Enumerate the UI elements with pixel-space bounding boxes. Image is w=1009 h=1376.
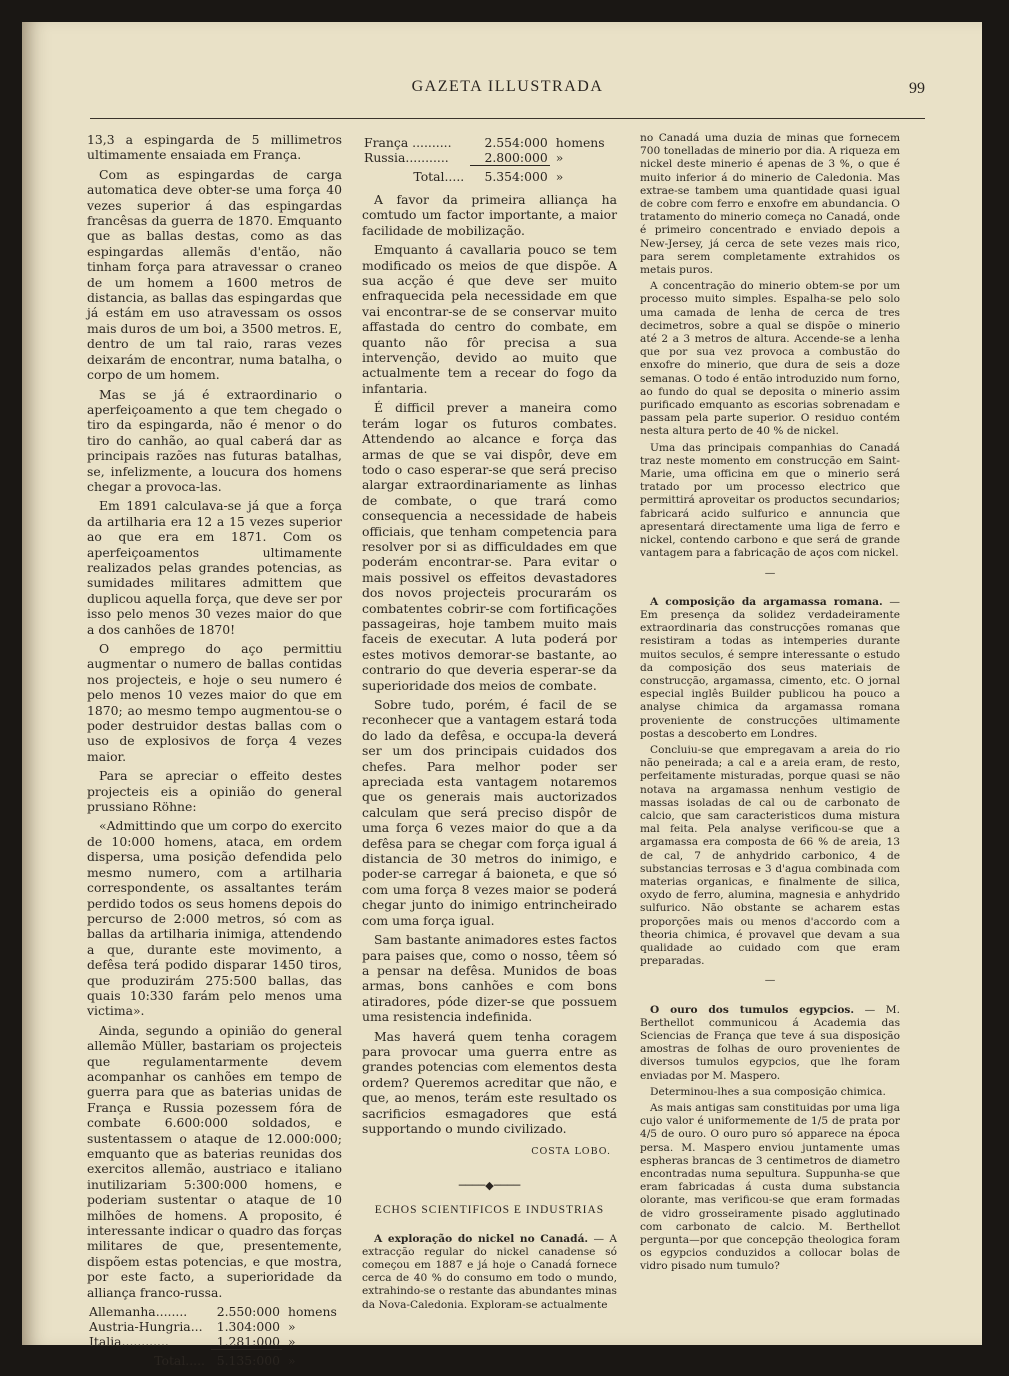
paragraph: As mais antigas sam constituidas por uma liga cujo valor é uniformemente de 1/5 de prata por 4/5 de ouro. O ouro puro só apparece na época persa. M. Maspero enviou juntamente umas espheras brancas de 3 centimetros de diametro encontradas numa sepultura. Suppunha-se que eram fabricadas á custa duma substancia olorante, mas verificou-se que eram formadas de vidro grosseiramente pisado agglutinado com carbonato de calcio. M. Berthellot pergunta—por que concepção theologica foram os egypcios conduzidos a collocar bolas de vidro pisado num tumulo?: [640, 1102, 900, 1273]
paragraph: Sobre tudo, porém, é facil de se reconhecer que a vantagem estará toda do lado da defêsa, e occupa-la deverá ser um dos principais cuidados dos chefes. Para melhor poder ser apreciada esta vantagem notaremos que os generais mais auctorizados calculam que será preciso dispôr de uma força 6 vezes maior do que a da defêsa para se chegar com força igual á distancia de 30 metros do inimigo, e poder-se carregar á baioneta, e que só com uma força 8 vezes maior se poderá chegar junto do inimigo entrincheirado com uma força igual.: [362, 697, 617, 928]
paragraph: Mas se já é extraordinario o aperfeiçoamento a que tem chegado o tiro da espingarda, não é menor o do tiro do canhão, ao qual caberá dar as principais razões nas futuras batalhas, se, infelizmente, a loucura dos homens chegar a provoca-las.: [87, 386, 342, 494]
unit-cell: »: [555, 150, 564, 166]
value-cell: 2.550:000: [216, 1304, 280, 1320]
article-nickel: [362, 1233, 617, 1312]
total-value: 5.354:000: [470, 166, 550, 185]
page-header: [90, 78, 925, 119]
paragraph: «Admittindo que um corpo do exercito de 10:000 homens, ataca, em ordem dispersa, uma posição defendida pelo mesmo numero, com a artilharia correspondente, os assaltantes terám perdido todos os seus homens depois do percurso de 2:000 metros, só com as ballas da artilharia inimiga, attendendo a que, durante este movimento, a defêsa terá podido disparar 1450 tiros, que produzirám 275:500 ballas, das quais 10:330 farám pelo menos uma victima».: [87, 818, 342, 1019]
total-value: 5.135:000: [211, 1350, 282, 1369]
article-text: — M. Berthellot communicou á Academia das Sciencias de França que teve á sua disposição amostras de folhas de ouro provenientes de diversos tumulos egypcios, que lhe foram enviadas por M. Maspero.: [640, 1003, 900, 1082]
value-cell: 2.800:000: [484, 150, 548, 165]
article-argamassa: [640, 596, 900, 741]
article-title: O ouro dos tumulos egypcios.: [650, 1003, 855, 1016]
table-row: [87, 1334, 342, 1350]
total-unit: »: [555, 168, 564, 184]
paragraph: Em 1891 calculava-se já que a força da artilharia era 12 a 15 vezes superior ao que era em 1871. Com os aperfeiçoamentos ultimamente realizados pelas grandes potencias, as sumidades militares admittem que duplicou aquella força, que deve ser por isso pelo menos 30 vezes maior do que a dos canhões de 1870!: [87, 498, 342, 637]
paragraph: Sam bastante animadores estes factos para paises que, como o nosso, têem só a pensar na defêsa. Munidos de boas armas, bons canhões e com bons atiradores, póde dizer-se que possuem uma resistencia indefinida.: [362, 932, 617, 1025]
article-title: A exploração do nickel no Canadá.: [374, 1232, 589, 1245]
country-cell: França ..........: [364, 135, 452, 150]
table-total-row: [362, 166, 617, 185]
unit-cell: »: [287, 1334, 296, 1350]
unit-cell: »: [287, 1319, 296, 1335]
paragraph: no Canadá uma duzia de minas que fornecem 700 tonelladas de minerio por dia. A riqueza em nickel deste minerio é apenas de 3 %, o que é muito inferior á do minerio de Caledonia. Mas extrae-se tambem uma quantidade quasi igual de cobre com ferro e enxofre em abundancia. O tratamento do minerio começa no Canadá, onde é primeiro concentrado e enviado depois a New-Jersey, já cerca de sete vezes mais rico, para serem completamente extrahidos os metais puros.: [640, 132, 900, 277]
value-cell: 2.554:000: [484, 135, 548, 150]
article-ouro: [640, 1004, 900, 1083]
table-total-row: [87, 1350, 342, 1369]
table-row: [87, 1304, 342, 1319]
paragraph: Concluiu-se que empregavam a areia do rio não peneirada; a cal e a areia eram, de resto, perfeitamente misturadas, porque quasi se não notava na argamassa nenhum vestigio de massas isoladas de cal ou de carbonato de calcio, que sam caracteristicos duma mistura mal feita. Pela analyse verificou-se que a argamassa era composta de 66 % de areia, 13 de cal, 7 de anhydrido carbonico, 4 de substancias terrosas e 3 d'agua combinada com materias organicas, e finalmente de silica, oxydo de ferro, alumina, magnesia e anhydrido sulfurico. Não obstante se acharem estas proporções mais ou menos d'accordo com a theoria chimica, é provavel que devam a sua qualidade ao cuidado com que eram preparadas.: [640, 743, 900, 968]
table-row: [362, 135, 617, 150]
paragraph: Determinou-lhes a sua composição chimica.: [650, 1085, 886, 1098]
publication-title: GAZETA ILLUSTRADA: [411, 78, 604, 95]
column-3: [640, 132, 900, 1277]
total-label: Total.....: [154, 1352, 205, 1368]
column-1: [87, 132, 342, 1376]
value-cell: 1.281:000: [216, 1334, 280, 1350]
article-text: — A extracção regular do nickel canadense só começou em 1887 e já hoje o Canadá fornece cerca de 40 % do consumo em todo o mundo, extrahindo-se o restante das abundantes minas da Nova-Caledonia. Exploram-se actualmente: [362, 1232, 617, 1311]
paragraph: Mas haverá quem tenha coragem para provocar uma guerra entre as grandes potencias com elementos desta ordem? Queremos acreditar que não, e que, ao menos, terám este resultado os sacrificios esmagadores que está supportando o mundo civilizado.: [362, 1028, 617, 1136]
unit-cell: homens: [287, 1304, 337, 1320]
article-title: A composição da argamassa romana.: [650, 595, 883, 608]
country-cell: Italia............: [89, 1334, 169, 1350]
value-cell: 1.304:000: [216, 1319, 280, 1335]
forces-table-franco-russian: [362, 135, 617, 184]
paragraph: A favor da primeira alliança ha comtudo um factor importante, a maior facilidade de mobilização.: [362, 192, 617, 238]
paragraph: O emprego do aço permittiu augmentar o numero de ballas contidas nos projecteis, e hoje o seu numero é pelo menos 10 vezes maior do que em 1870; ao mesmo tempo augmentou-se o poder destruidor destas ballas com o uso de explosivos de força 4 vezes maior.: [87, 641, 342, 764]
paragraph: A concentração do minerio obtem-se por um processo muito simples. Espalha-se pelo solo uma camada de lenha de cerca de tres decimetros, sobre a qual se dispõe o minerio até 2 a 3 metros de altura. Accende-se a lenha que por sua vez provoca a combustão do enxofre do minerio, que dura de seis a doze semanas. O todo é então introduzido num forno, ao fundo do qual se deposita o minerio assim purificado emquanto as escorias sobrenadam e passam pela parte superior. O residuo contém nesta altura perto de 40 % de nickel.: [640, 280, 900, 438]
separator-dash: —: [764, 566, 776, 579]
paragraph: 13,3 a espingarda de 5 millimetros ultimamente ensaiada em França.: [87, 132, 342, 163]
paragraph: É difficil prever a maneira como terám logar os futuros combates. Attendendo ao alcance e força das armas de que se vai dispôr, deve em todo o caso esperar-se que será preciso alargar extraordinariamente as linhas de combate, o que trará como consequencia a necessidade de habeis officiais, que tenham competencia para resolver por si as difficuldades em que poderám encontrar-se. Para evitar o mais possivel os effeitos devastadores dos novos projecteis procurarám os combatentes cobrir-se com fortificações passageiras, hoje tambem muito mais faceis de executar. A luta poderá por estes motivos demorar-se bastante, ao contrario do que deveria esperar-se da superioridade dos meios de combate.: [362, 400, 617, 693]
total-label: Total.....: [413, 168, 465, 184]
unit-cell: homens: [555, 135, 605, 150]
column-2: [362, 132, 617, 1316]
table-row: [362, 150, 617, 166]
paragraph: Para se apreciar o effeito destes projecteis eis a opinião do general prussiano Röhne:: [87, 768, 342, 815]
section-title: ECHOS SCIENTIFICOS E INDUSTRIAS: [374, 1204, 605, 1217]
paragraph: Emquanto á cavallaria pouco se tem modificado os meios de que dispõe. A sua acção é que deve ser muito enfraquecida pela necessidade em que vai encontrar-se de se conservar muito affastada do centro do combate, em quanto não fôr precisa a sua intervenção, devido ao muito que actualmente tem a recear do fogo da infantaria.: [362, 242, 617, 396]
table-row: [87, 1319, 342, 1334]
separator-dash: —: [764, 974, 776, 987]
newspaper-page: [22, 22, 982, 1369]
ornament-divider: ────◆────: [458, 1178, 521, 1192]
page-number: 99: [909, 80, 925, 97]
forces-table-triple-alliance: [87, 1304, 342, 1368]
paragraph: Com as espingardas de carga automatica deve obter-se uma força 40 vezes superior á das espingardas francêsas da guerra de 1870. Emquanto que as ballas destas, como as das espingardas allemãs d'então, não tinham força para atravessar o craneo de um homem a 1600 metros de distancia, as ballas das espingardas que já estám em uso atravessam os ossos mais duros de um boi, a 3500 metros. E, dentro de um tal raio, raras vezes deixarám de encontrar, numa batalha, o corpo de um homem.: [87, 166, 342, 383]
country-cell: Allemanha........: [89, 1304, 188, 1320]
article-text: — Em presença da solidez verdadeiramente extraordinaria das construcções romanas que resistiram a todas as intemperies durante muitos seculos, é sempre interessante o estudo da composição dos seus materiais de construcção, argamassa, cimento, etc. O jornal especial inglês Builder publicou ha pouco a analyse chimica da argamassa romana proveniente de construcções ultimamente postas a descoberto em Londres.: [640, 595, 900, 740]
author-signature: COSTA LOBO.: [531, 1146, 611, 1158]
country-cell: Austria-Hungria...: [89, 1319, 203, 1335]
paragraph: Ainda, segundo a opinião do general allemão Müller, bastariam os projecteis que regulamentarmente devem acompanhar os canhões em tempo de guerra para que as baterias unidas de França e Russia pozessem fóra de combate 6.600:000 soldados, e sustentassem o ataque de 12.000:000; emquanto que as baterias reunidas dos exercitos allemão, austriaco e italiano inutilizariam 5:300:000 homens, e poderiam sustentar o ataque de 10 milhões de homens. A proposito, é interessante indicar o quadro das forças militares de que, presentemente, dispõem estas potencias, e que mostra, por este facto, a superioridade da alliança franco-russa.: [87, 1022, 342, 1300]
total-unit: »: [287, 1352, 296, 1368]
country-cell: Russia...........: [364, 150, 449, 166]
paragraph: Uma das principais companhias do Canadá traz neste momento em construcção em Saint-Marie, uma officina em que o minerio será tratado por um processo electrico que permittirá aproveitar os productos secundarios; fabricará acido sulfurico e annuncia que apresentará directamente uma liga de ferro e nickel, contendo carbono e que será de grande vantagem para a fabricação de aços com nickel.: [640, 441, 900, 560]
